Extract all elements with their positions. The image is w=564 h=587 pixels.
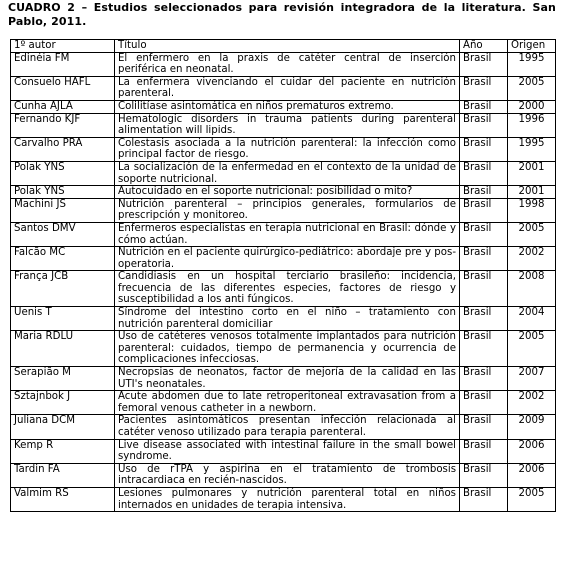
row-title: Colilitíase asintomática en niños prematuros extremo. <box>115 100 460 113</box>
row-year: 2004 <box>508 307 556 331</box>
row-year: 2001 <box>508 186 556 199</box>
table-row <box>11 487 556 511</box>
row-year: 2001 <box>508 161 556 185</box>
row-country: Brasil <box>460 415 508 439</box>
row-author: Valmim RS <box>11 487 115 511</box>
row-title: Lesiones pulmonares y nutrición parenteral total en niños internados en unidades de terapia intensiva. <box>115 487 460 511</box>
table-row <box>11 198 556 222</box>
row-country: Brasil <box>460 186 508 199</box>
row-country: Brasil <box>460 52 508 76</box>
row-year: 1996 <box>508 113 556 137</box>
row-title: Live disease associated with intestinal failure in the small bowel syndrome. <box>115 439 460 463</box>
row-title: Uso de catéteres venosos totalmente implantados para nutrición parenteral: cuidados, tiempo de permanencia y ocurrencia de complicaciones infecciosas. <box>115 331 460 367</box>
row-title: Nutrición en el paciente quirúrgico-pediátrico: abordaje pre y pos-operatoria. <box>115 247 460 271</box>
row-year: 2005 <box>508 487 556 511</box>
row-country: Brasil <box>460 222 508 246</box>
row-country: Brasil <box>460 137 508 161</box>
row-author: Maria RDLU <box>11 331 115 367</box>
row-title: Acute abdomen due to late retroperitoneal extravasation from a femoral venous catheter in a newborn. <box>115 391 460 415</box>
table-body <box>11 52 556 512</box>
table-row <box>11 463 556 487</box>
row-year: 2007 <box>508 367 556 391</box>
row-country: Brasil <box>460 487 508 511</box>
row-country: Brasil <box>460 331 508 367</box>
row-year: 2005 <box>508 222 556 246</box>
row-country: Brasil <box>460 161 508 185</box>
table-row <box>11 52 556 76</box>
row-author: Machini JS <box>11 198 115 222</box>
row-title: La socialización de la enfermedad en el contexto de la unidad de soporte nutricional. <box>115 161 460 185</box>
table-row <box>11 100 556 113</box>
table-header-row <box>11 40 556 53</box>
row-year: 2008 <box>508 271 556 307</box>
row-author: Cunha AJLA <box>11 100 115 113</box>
row-country: Brasil <box>460 439 508 463</box>
table-row <box>11 161 556 185</box>
row-author: Polak YNS <box>11 161 115 185</box>
row-title: Uso de rTPA y aspirina en el tratamiento de trombosis intracardiaca en recién-nascidos. <box>115 463 460 487</box>
row-author: Fernando KJF <box>11 113 115 137</box>
row-country: Brasil <box>460 367 508 391</box>
table-row <box>11 222 556 246</box>
row-year: 2005 <box>508 76 556 100</box>
table-caption: CUADRO 2 – Estudios seleccionados para revisión integradora de la literatura. San Pablo, 2011. <box>8 1 556 28</box>
row-title: Síndrome del intestino corto en el niño – tratamiento con nutrición parenteral domiciliar <box>115 307 460 331</box>
table-row <box>11 307 556 331</box>
table-row <box>11 367 556 391</box>
table-row <box>11 186 556 199</box>
row-title: Colestasis asociada a la nutrición parenteral: la infección como principal factor de riesgo. <box>115 137 460 161</box>
row-title: Pacientes asintomáticos presentan infección relacionada al catéter venoso utilizado para terapia parenteral. <box>115 415 460 439</box>
row-country: Brasil <box>460 271 508 307</box>
header-author: 1º autor <box>11 40 115 53</box>
table-row <box>11 137 556 161</box>
row-author: Serapião M <box>11 367 115 391</box>
row-author: Kemp R <box>11 439 115 463</box>
studies-table <box>10 39 556 512</box>
row-country: Brasil <box>460 247 508 271</box>
row-title: El enfermero en la praxis de catéter central de inserción periférica en neonatal. <box>115 52 460 76</box>
row-title: Candidiasis en un hospital terciario brasileño: incidencia, frecuencia de las diferentes especies, factores de riesgo y susceptibilidad a los anti fúngicos. <box>115 271 460 307</box>
row-year: 2002 <box>508 247 556 271</box>
table-row <box>11 439 556 463</box>
row-year: 1995 <box>508 137 556 161</box>
row-author: Polak YNS <box>11 186 115 199</box>
row-title: Enfermeros especialistas en terapia nutricional en Brasil: dónde y cómo actúan. <box>115 222 460 246</box>
row-country: Brasil <box>460 100 508 113</box>
row-year: 2006 <box>508 439 556 463</box>
row-author: Tardin FA <box>11 463 115 487</box>
row-country: Brasil <box>460 391 508 415</box>
row-title: Nutrición parenteral – principios generales, formularios de prescripción y monitoreo. <box>115 198 460 222</box>
row-author: Consuelo HAFL <box>11 76 115 100</box>
header-origin: Origen <box>508 40 556 53</box>
row-author: França JCB <box>11 271 115 307</box>
row-year: 1998 <box>508 198 556 222</box>
table-row <box>11 391 556 415</box>
row-author: Uenis T <box>11 307 115 331</box>
row-year: 2005 <box>508 331 556 367</box>
row-author: Edinéia FM <box>11 52 115 76</box>
table-row <box>11 76 556 100</box>
row-title: La enfermera vivenciando el cuidar del paciente en nutrición parenteral. <box>115 76 460 100</box>
row-author: Falcão MC <box>11 247 115 271</box>
row-author: Sztajnbok J <box>11 391 115 415</box>
row-country: Brasil <box>460 113 508 137</box>
row-year: 1995 <box>508 52 556 76</box>
row-year: 2000 <box>508 100 556 113</box>
table-row <box>11 415 556 439</box>
row-author: Carvalho PRA <box>11 137 115 161</box>
row-title: Autocuidado en el soporte nutricional: posibilidad o mito? <box>115 186 460 199</box>
row-year: 2009 <box>508 415 556 439</box>
header-title: Título <box>115 40 460 53</box>
row-title: Necropsias de neonatos, factor de mejoría de la calidad en las UTI's neonatales. <box>115 367 460 391</box>
row-author: Juliana DCM <box>11 415 115 439</box>
row-country: Brasil <box>460 76 508 100</box>
row-year: 2002 <box>508 391 556 415</box>
table-row <box>11 271 556 307</box>
row-country: Brasil <box>460 307 508 331</box>
row-author: Santos DMV <box>11 222 115 246</box>
row-country: Brasil <box>460 198 508 222</box>
row-title: Hematologic disorders in trauma patients during parenteral alimentation will lipids. <box>115 113 460 137</box>
row-country: Brasil <box>460 463 508 487</box>
row-year: 2006 <box>508 463 556 487</box>
table-row <box>11 247 556 271</box>
table-row <box>11 113 556 137</box>
table-row <box>11 331 556 367</box>
header-year: Año <box>460 40 508 53</box>
